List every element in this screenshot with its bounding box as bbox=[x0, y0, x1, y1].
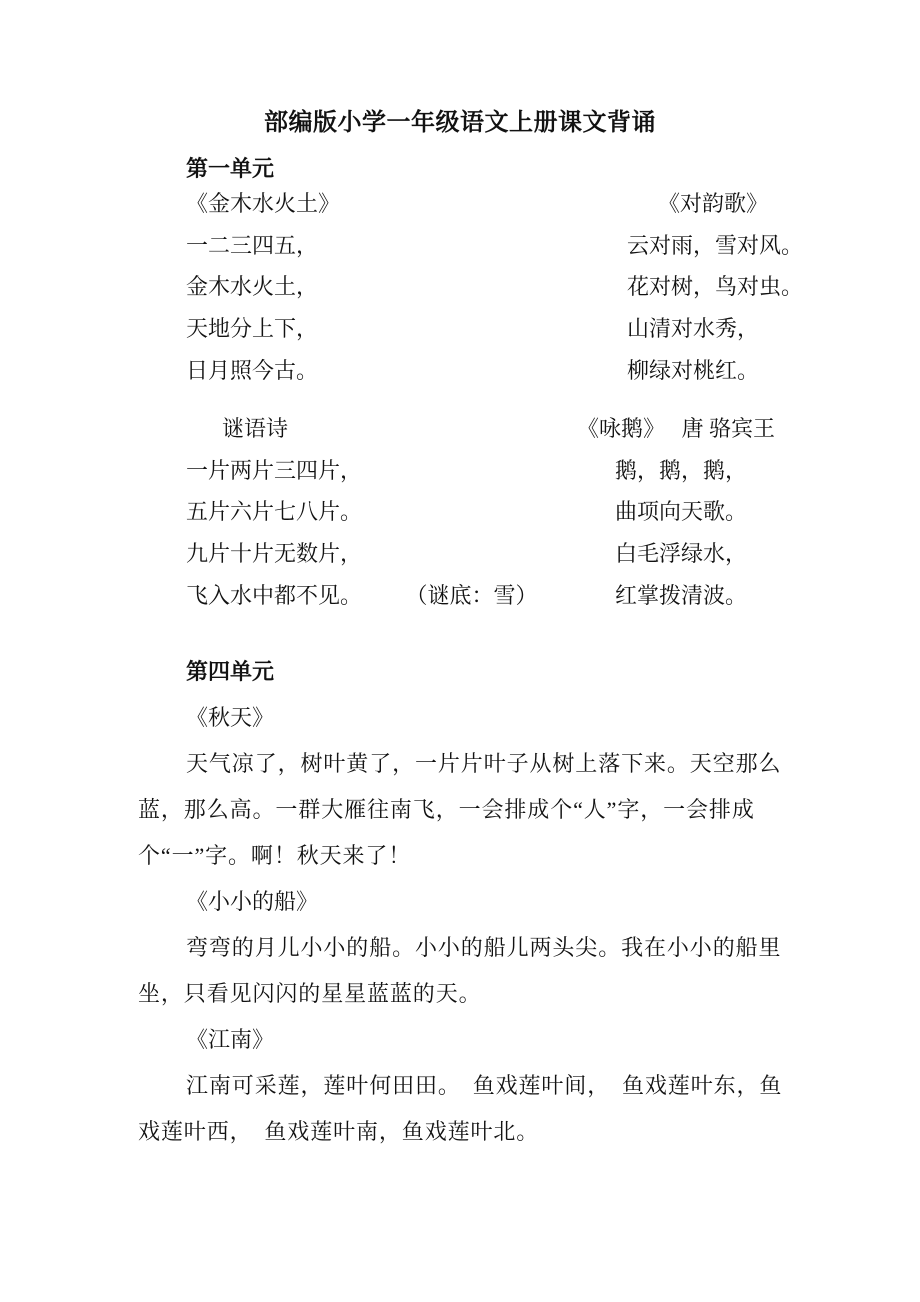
poem-line-text: 飞入水中都不见。 bbox=[186, 582, 363, 608]
piece-title-xiaoxiaodechuan: 《小小的船》 bbox=[186, 889, 319, 914]
poem-title: 《金木水火土》 bbox=[186, 191, 341, 216]
poem-line: 曲项向天歌。 bbox=[615, 499, 748, 525]
paragraph-line: 江南可采莲，莲叶何田田。 鱼戏莲叶间， 鱼戏莲叶东，鱼 bbox=[186, 1073, 783, 1098]
poem-line: 白毛浮绿水， bbox=[615, 541, 748, 567]
unit1-heading: 第一单元 bbox=[186, 156, 275, 181]
poem-line: 金木水火土， bbox=[186, 274, 319, 300]
poem-dui-yun-ge bbox=[627, 183, 803, 391]
poem-jin-mu-shui-huo-tu bbox=[186, 183, 340, 391]
piece-title-jiangnan: 《江南》 bbox=[186, 1027, 275, 1052]
poem-title: 《对韵歌》 bbox=[658, 191, 769, 216]
poem-line: 红掌拨清波。 bbox=[615, 582, 748, 608]
unit4-texts bbox=[138, 695, 798, 1155]
poem-mi-yu-shi bbox=[186, 408, 538, 616]
poem-title: 谜语诗 bbox=[222, 416, 289, 441]
piece-title-qiutian: 《秋天》 bbox=[186, 705, 275, 730]
poem-yong-e bbox=[577, 408, 776, 616]
paragraph-line: 个“一”字。啊！秋天来了！ bbox=[138, 843, 412, 868]
poem-line: 一片两片三四片， bbox=[186, 457, 363, 483]
document-title: 部编版小学一年级语文上册课文背诵 bbox=[264, 110, 656, 136]
poem-line: 鹅，鹅，鹅， bbox=[615, 457, 748, 483]
poem-line bbox=[186, 575, 538, 617]
poem-line: 五片六片七八片。 bbox=[186, 499, 363, 525]
paragraph-line: 蓝，那么高。一群大雁往南飞，一会排成个“人”字，一会排成 bbox=[138, 797, 755, 822]
poem-line: 山清对水秀， bbox=[627, 316, 760, 342]
poem-title: 《咏鹅》 唐 骆宾王 bbox=[577, 416, 776, 441]
paragraph-line: 弯弯的月儿小小的船。小小的船儿两头尖。我在小小的船里 bbox=[186, 935, 782, 960]
poem-line: 天地分上下， bbox=[186, 316, 319, 342]
poem-line: 柳绿对桃红。 bbox=[627, 357, 760, 383]
paragraph-line: 戏莲叶西， 鱼戏莲叶南，鱼戏莲叶北。 bbox=[138, 1119, 540, 1144]
poem-line: 日月照今古。 bbox=[186, 357, 319, 383]
paragraph-line: 天气凉了，树叶黄了，一片片叶子从树上落下来。天空那么 bbox=[186, 751, 782, 776]
poem-line: 云对雨，雪对风。 bbox=[627, 232, 804, 258]
riddle-answer: （谜底：雪） bbox=[405, 582, 538, 608]
poem-line: 花对树，鸟对虫。 bbox=[627, 274, 804, 300]
unit4-heading: 第四单元 bbox=[186, 659, 275, 684]
poem-line: 九片十片无数片， bbox=[186, 541, 363, 567]
poem-line: 一二三四五， bbox=[186, 232, 319, 258]
paragraph-line: 坐，只看见闪闪的星星蓝蓝的天。 bbox=[138, 981, 482, 1006]
